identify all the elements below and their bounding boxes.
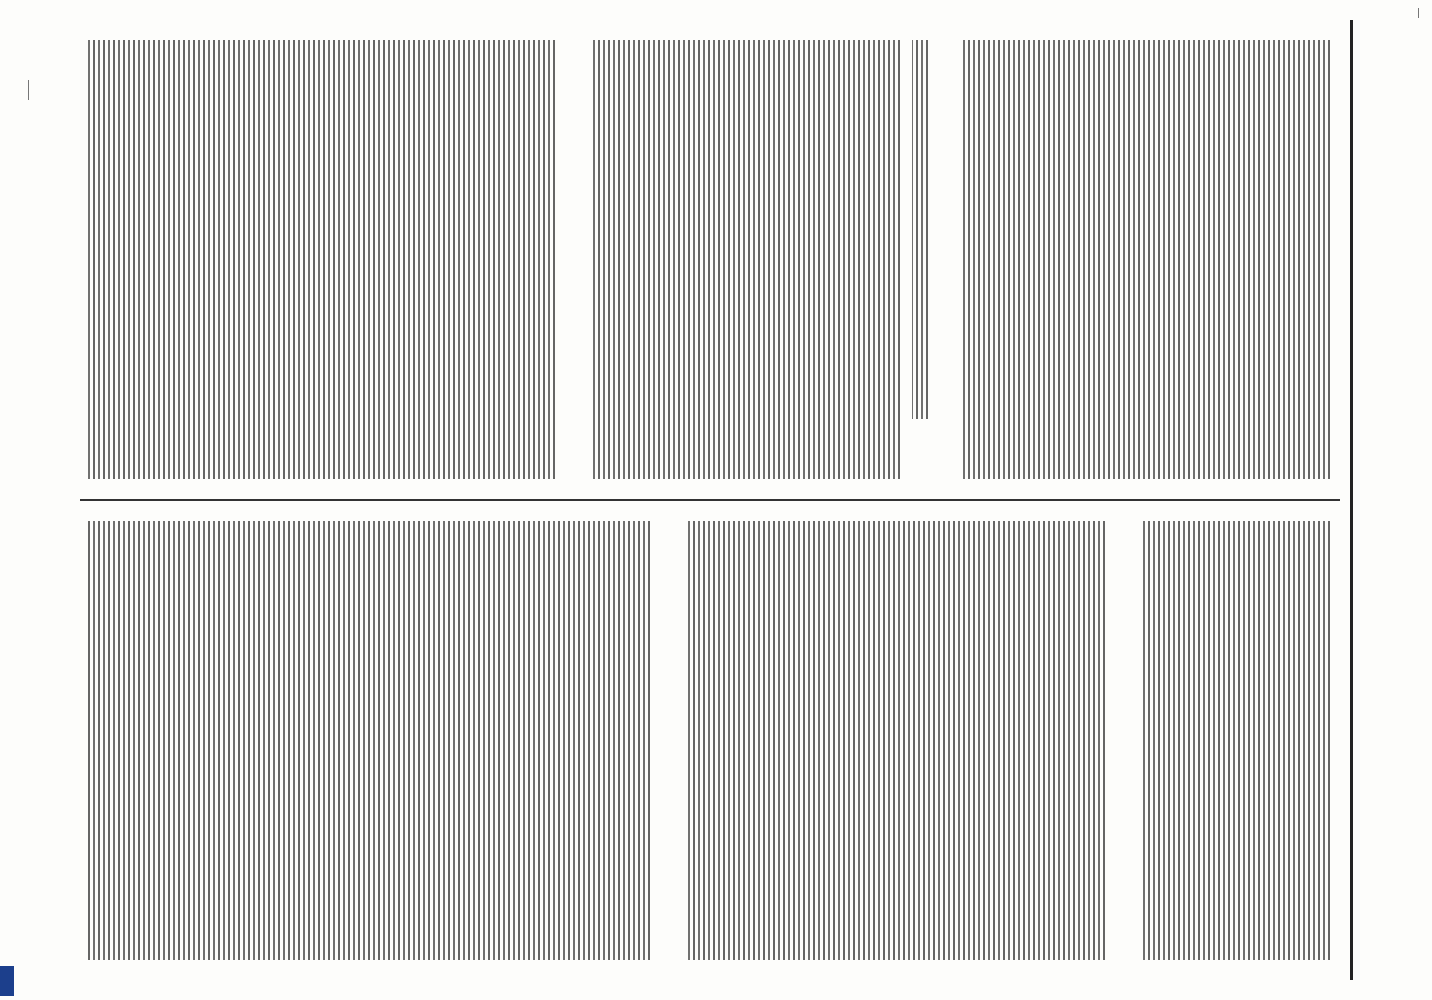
speaker-heading — [658, 541, 678, 701]
margin-mark — [28, 80, 39, 100]
text-block — [590, 40, 900, 479]
newspaper-sheet — [80, 20, 1400, 980]
text-block — [912, 40, 928, 419]
applause-note — [1112, 541, 1132, 701]
text-block — [1140, 521, 1330, 960]
dfg-logo — [0, 966, 14, 996]
text-block — [960, 40, 1330, 479]
applause-note — [562, 60, 582, 220]
left-column — [80, 20, 1340, 499]
margin-mark-right — [1418, 8, 1429, 18]
text-block — [85, 40, 555, 479]
right-column — [80, 499, 1340, 980]
applause-note — [932, 60, 952, 220]
text-columns — [80, 20, 1340, 980]
digitization-note — [0, 0, 14, 1000]
text-block — [85, 521, 650, 960]
text-block — [685, 521, 1105, 960]
page-header — [1350, 20, 1400, 980]
